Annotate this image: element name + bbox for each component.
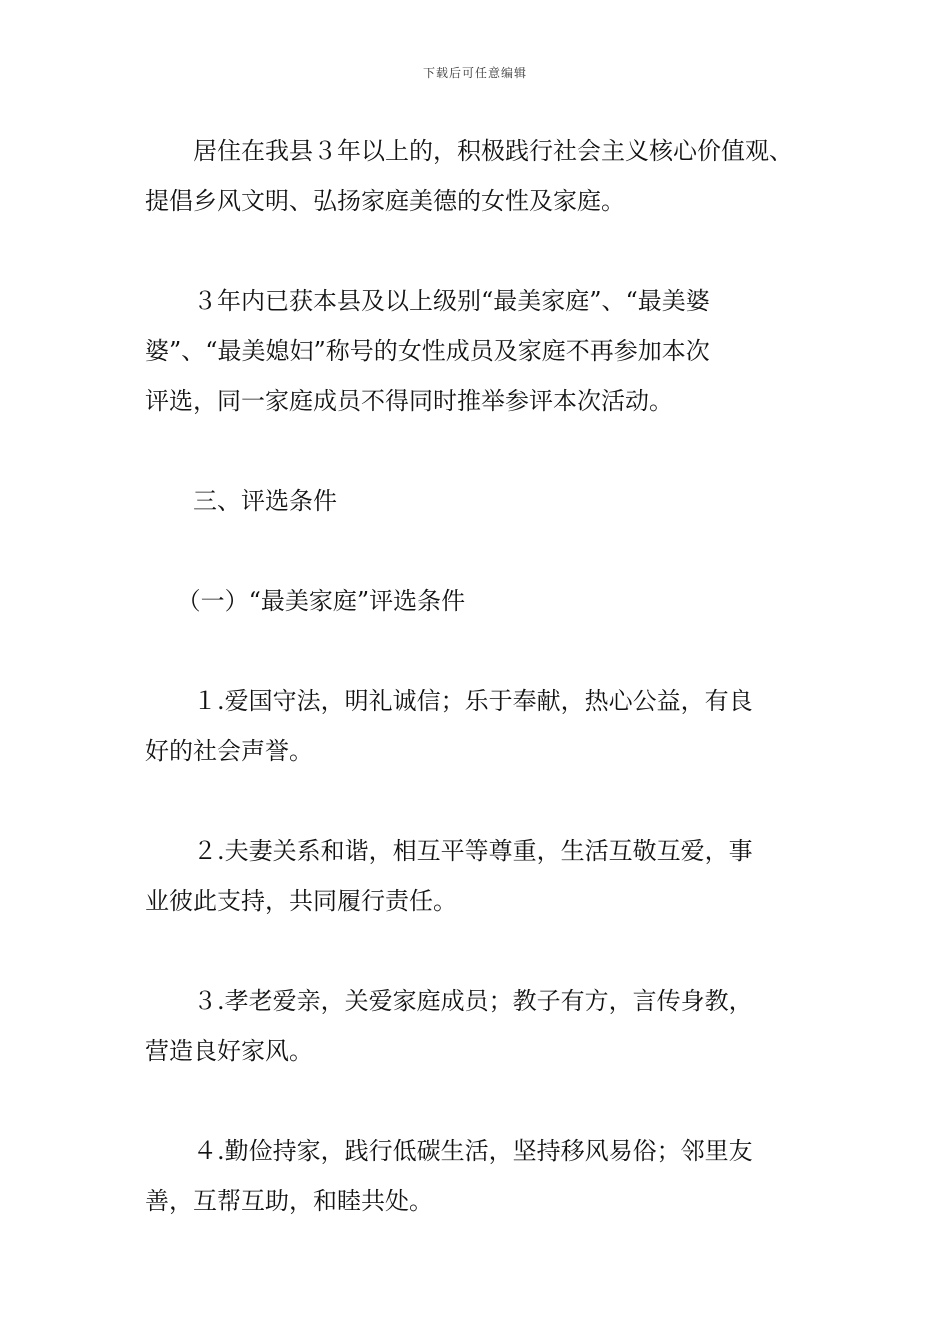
paragraph-line: ３.孝老爱亲，关爱家庭成员；教子有方，言传身教， [145, 987, 753, 1015]
paragraph-line: ３年内已获本县及以上级别“最美家庭”、“最美婆 [145, 287, 710, 315]
subsection-heading [145, 576, 835, 626]
paragraph-line: 好的社会声誉。 [145, 737, 313, 765]
paragraph-line: ２.夫妻关系和谐，相互平等尊重，生活互敬互爱，事 [145, 837, 753, 865]
paragraph-residency [145, 126, 835, 226]
paragraph-line: 评选，同一家庭成员不得同时推举参评本次活动。 [145, 387, 673, 415]
section-heading [145, 476, 835, 526]
paragraph-line: 居住在我县３年以上的，积极践行社会主义核心价值观、 [145, 137, 793, 165]
page-header: 下载后可任意编辑 [422, 66, 527, 80]
criterion-item-3 [145, 976, 835, 1076]
paragraph-line: ４.勤俭持家，践行低碳生活，坚持移风易俗；邻里友 [145, 1137, 753, 1165]
paragraph-line: 善，互帮互助，和睦共处。 [145, 1187, 433, 1215]
criterion-item-1 [145, 676, 835, 776]
paragraph-line: 业彼此支持，共同履行责任。 [145, 887, 457, 915]
criterion-item-2 [145, 826, 835, 926]
document-body [145, 126, 835, 1226]
paragraph-exclusion [145, 276, 835, 426]
paragraph-line: １.爱国守法，明礼诚信；乐于奉献，热心公益，有良 [145, 687, 753, 715]
subsection-heading-text: （一）“最美家庭”评选条件 [145, 587, 466, 615]
criterion-item-4 [145, 1126, 835, 1226]
paragraph-line: 营造良好家风。 [145, 1037, 313, 1065]
paragraph-line: 婆”、“最美媳妇”称号的女性成员及家庭不再参加本次 [145, 337, 710, 365]
section-heading-text: 三、评选条件 [145, 487, 337, 515]
paragraph-line: 提倡乡风文明、弘扬家庭美德的女性及家庭。 [145, 187, 625, 215]
